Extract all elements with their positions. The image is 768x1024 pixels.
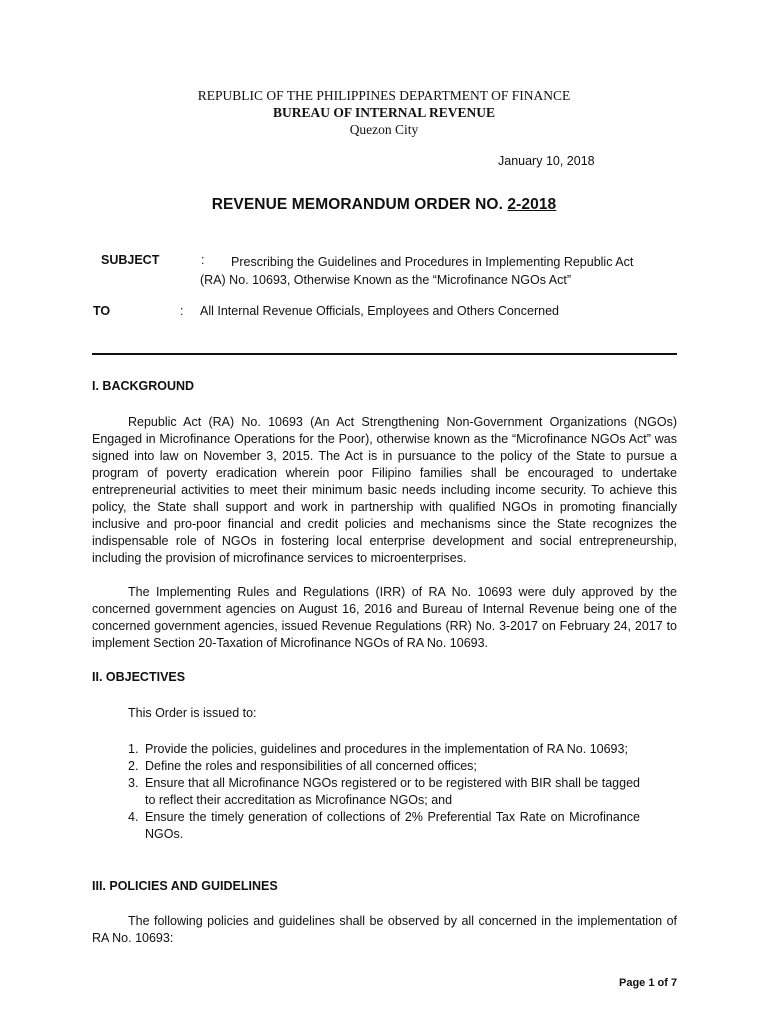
- policies-paragraph: The following policies and guidelines shall be observed by all concerned in the implementation of RA No. 10693:: [92, 914, 677, 945]
- list-item-text: Ensure the timely generation of collections of 2% Preferential Tax Rate on Microfinance NGOs.: [145, 810, 640, 841]
- section-heading-background: I. BACKGROUND: [92, 379, 195, 393]
- list-item: [128, 809, 640, 843]
- subject-label: SUBJECT: [101, 253, 160, 267]
- list-item-number: 1.: [128, 742, 139, 756]
- list-item-number: 4.: [128, 810, 139, 824]
- list-item: [128, 758, 640, 775]
- header-divider: [92, 353, 677, 355]
- list-item-text: Define the roles and responsibilities of all concerned offices;: [145, 759, 477, 773]
- header-bureau: BUREAU OF INTERNAL REVENUE: [273, 105, 495, 120]
- objectives-list: [128, 741, 640, 843]
- to-colon: :: [180, 304, 184, 318]
- subject-colon: :: [201, 253, 205, 267]
- title-prefix: REVENUE MEMORANDUM ORDER NO.: [211, 196, 508, 213]
- page-number: Page 1 of 7: [619, 977, 678, 989]
- background-paragraph-1: Republic Act (RA) No. 10693 (An Act Strengthening Non-Government Organizations (NGOs) Engaged in Microfinance Operations for the Poor), otherwise known as the “Microfinance NGOs Act” was signed into law on November 3, 2015. The Act is in pursuance to the policy of the State to pursue a program of poverty eradication wherein poor Filipino families shall be encouraged to undertake entrepreneurial activities to meet their minimum basic needs including income security. To achieve this policy, the State shall support and work in partnership with qualified NGOs in promoting financially inclusive and pro-poor financial and credit policies and mechanisms since the State recognizes the indispensable role of NGOs in fostering local enterprise development and social entrepreneurship, including the provision of microfinance services to microenterprises.: [92, 415, 677, 565]
- document-title: [0, 196, 768, 214]
- list-item-number: 2.: [128, 759, 139, 773]
- list-item: [128, 741, 640, 758]
- list-item-number: 3.: [128, 776, 139, 790]
- section-heading-objectives: II. OBJECTIVES: [92, 670, 186, 684]
- list-item-text: Ensure that all Microfinance NGOs registered or to be registered with BIR shall be tagged to reflect their accreditation as Microfinance NGOs; and: [145, 776, 640, 807]
- list-item-text: Provide the policies, guidelines and procedures in the implementation of RA No. 10693;: [145, 742, 628, 756]
- header-city: Quezon City: [349, 122, 419, 137]
- to-label: TO: [93, 304, 111, 318]
- header-department: REPUBLIC OF THE PHILIPPINES DEPARTMENT OF FINANCE: [197, 88, 571, 103]
- list-item: [128, 775, 640, 809]
- section-heading-policies: III. POLICIES AND GUIDELINES: [92, 879, 278, 893]
- subject-text: Prescribing the Guidelines and Procedures in Implementing Republic Act (RA) No. 10693, Otherwise Known as the “Microfinance NGOs Act”: [200, 255, 634, 287]
- background-paragraph-2: The Implementing Rules and Regulations (IRR) of RA No. 10693 were duly approved by the concerned government agencies on August 16, 2016 and Bureau of Internal Revenue being one of the concerned government agencies, issued Revenue Regulations (RR) No. 3-2017 on February 24, 2017 to implement Section 20-Taxation of Microfinance NGOs of RA No. 10693.: [92, 585, 677, 650]
- objectives-intro: This Order is issued to:: [128, 706, 257, 720]
- document-date: January 10, 2018: [498, 154, 595, 168]
- title-number: 2-2018: [507, 196, 557, 213]
- to-text: All Internal Revenue Officials, Employees and Others Concerned: [200, 304, 559, 318]
